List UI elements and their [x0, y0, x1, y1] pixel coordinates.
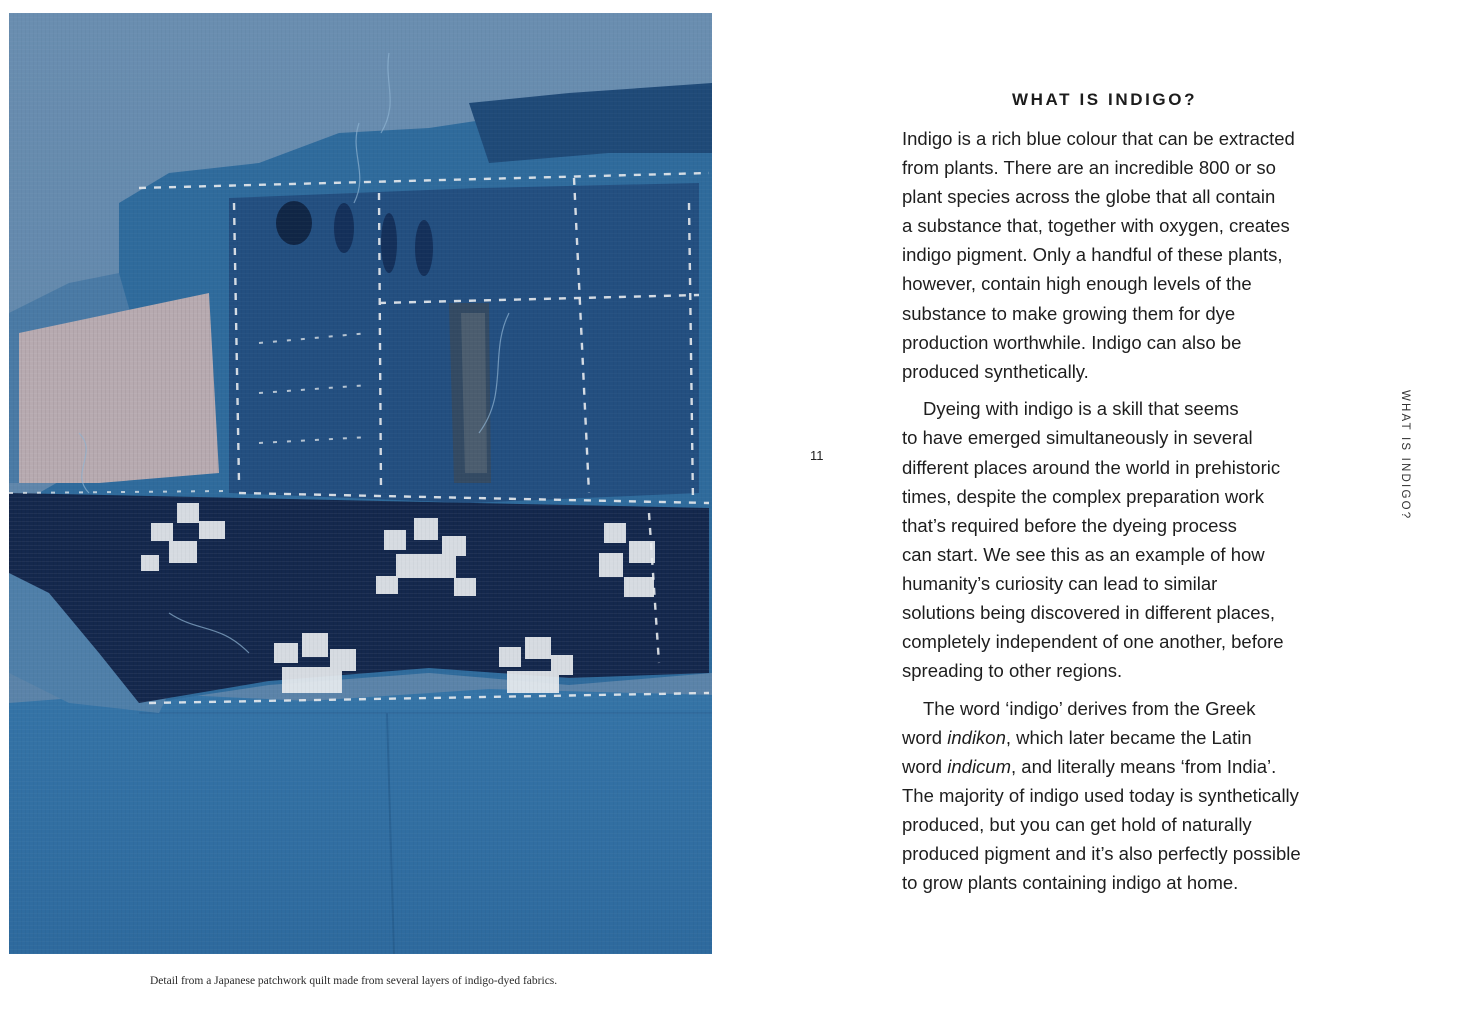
text-line: The majority of indigo used today is synthetically — [902, 785, 1299, 807]
text-line: however, contain high enough levels of the — [902, 273, 1252, 295]
text-line — [902, 723, 1322, 752]
text-line: can start. We see this as an example of how — [902, 543, 1265, 565]
text-line: Dyeing with indigo is a skill that seems — [923, 398, 1239, 420]
text-line: Indigo is a rich blue colour that can be extracted — [902, 128, 1295, 149]
photo-caption: Detail from a Japanese patchwork quilt made from several layers of indigo-dyed fabrics. — [150, 975, 558, 987]
text-line: times, despite the complex preparation work — [902, 485, 1264, 507]
text-line: production worthwhile. Indigo can also be — [902, 331, 1242, 353]
paragraph-3 — [902, 694, 1322, 898]
text-line: that’s required before the dyeing process — [902, 514, 1237, 536]
text-line: plant species across the globe that all contain — [902, 186, 1276, 208]
running-head: WHAT IS INDIGO? — [1399, 390, 1411, 521]
text-fragment: , and literally means ‘from India’. — [1011, 755, 1277, 777]
text-fragment: word — [902, 726, 948, 748]
text-fragment: , which later became the Latin — [1005, 726, 1252, 748]
text-line: spreading to other regions. — [902, 660, 1123, 682]
italic-term: indicum — [947, 755, 1011, 777]
text-line — [902, 752, 1322, 781]
page-number: 11 — [810, 448, 824, 463]
paragraph-2 — [902, 394, 1322, 685]
text-line: different places around the world in prehistoric — [902, 456, 1281, 478]
text-line: from plants. There are an incredible 800 or so — [902, 157, 1276, 179]
text-line: solutions being discovered in different places, — [902, 602, 1275, 623]
quilt-illustration — [9, 13, 712, 954]
text-line: The word ‘indigo’ derives from the Greek — [923, 697, 1256, 719]
text-line: a substance that, together with oxygen, creates — [902, 215, 1290, 237]
text-line: to grow plants containing indigo at home. — [902, 872, 1239, 894]
text-line: humanity’s curiosity can lead to similar — [902, 572, 1218, 594]
text-line: substance to make growing them for dye — [902, 302, 1236, 324]
text-line: completely independent of one another, before — [902, 631, 1284, 653]
body-text — [902, 124, 1322, 906]
text-fragment: word — [902, 755, 948, 777]
section-heading: WHAT IS INDIGO? — [1012, 90, 1198, 109]
paragraph-1 — [902, 124, 1322, 386]
text-line: produced, but you can get hold of naturally — [902, 814, 1252, 836]
text-line: produced synthetically. — [902, 360, 1089, 382]
text-line: to have emerged simultaneously in several — [902, 427, 1253, 449]
text-line: produced pigment and it’s also perfectly possible — [902, 843, 1301, 865]
indigo-patchwork-quilt-photo — [9, 13, 712, 954]
text-line: indigo pigment. Only a handful of these plants, — [902, 244, 1283, 266]
italic-term: indikon — [947, 726, 1006, 748]
